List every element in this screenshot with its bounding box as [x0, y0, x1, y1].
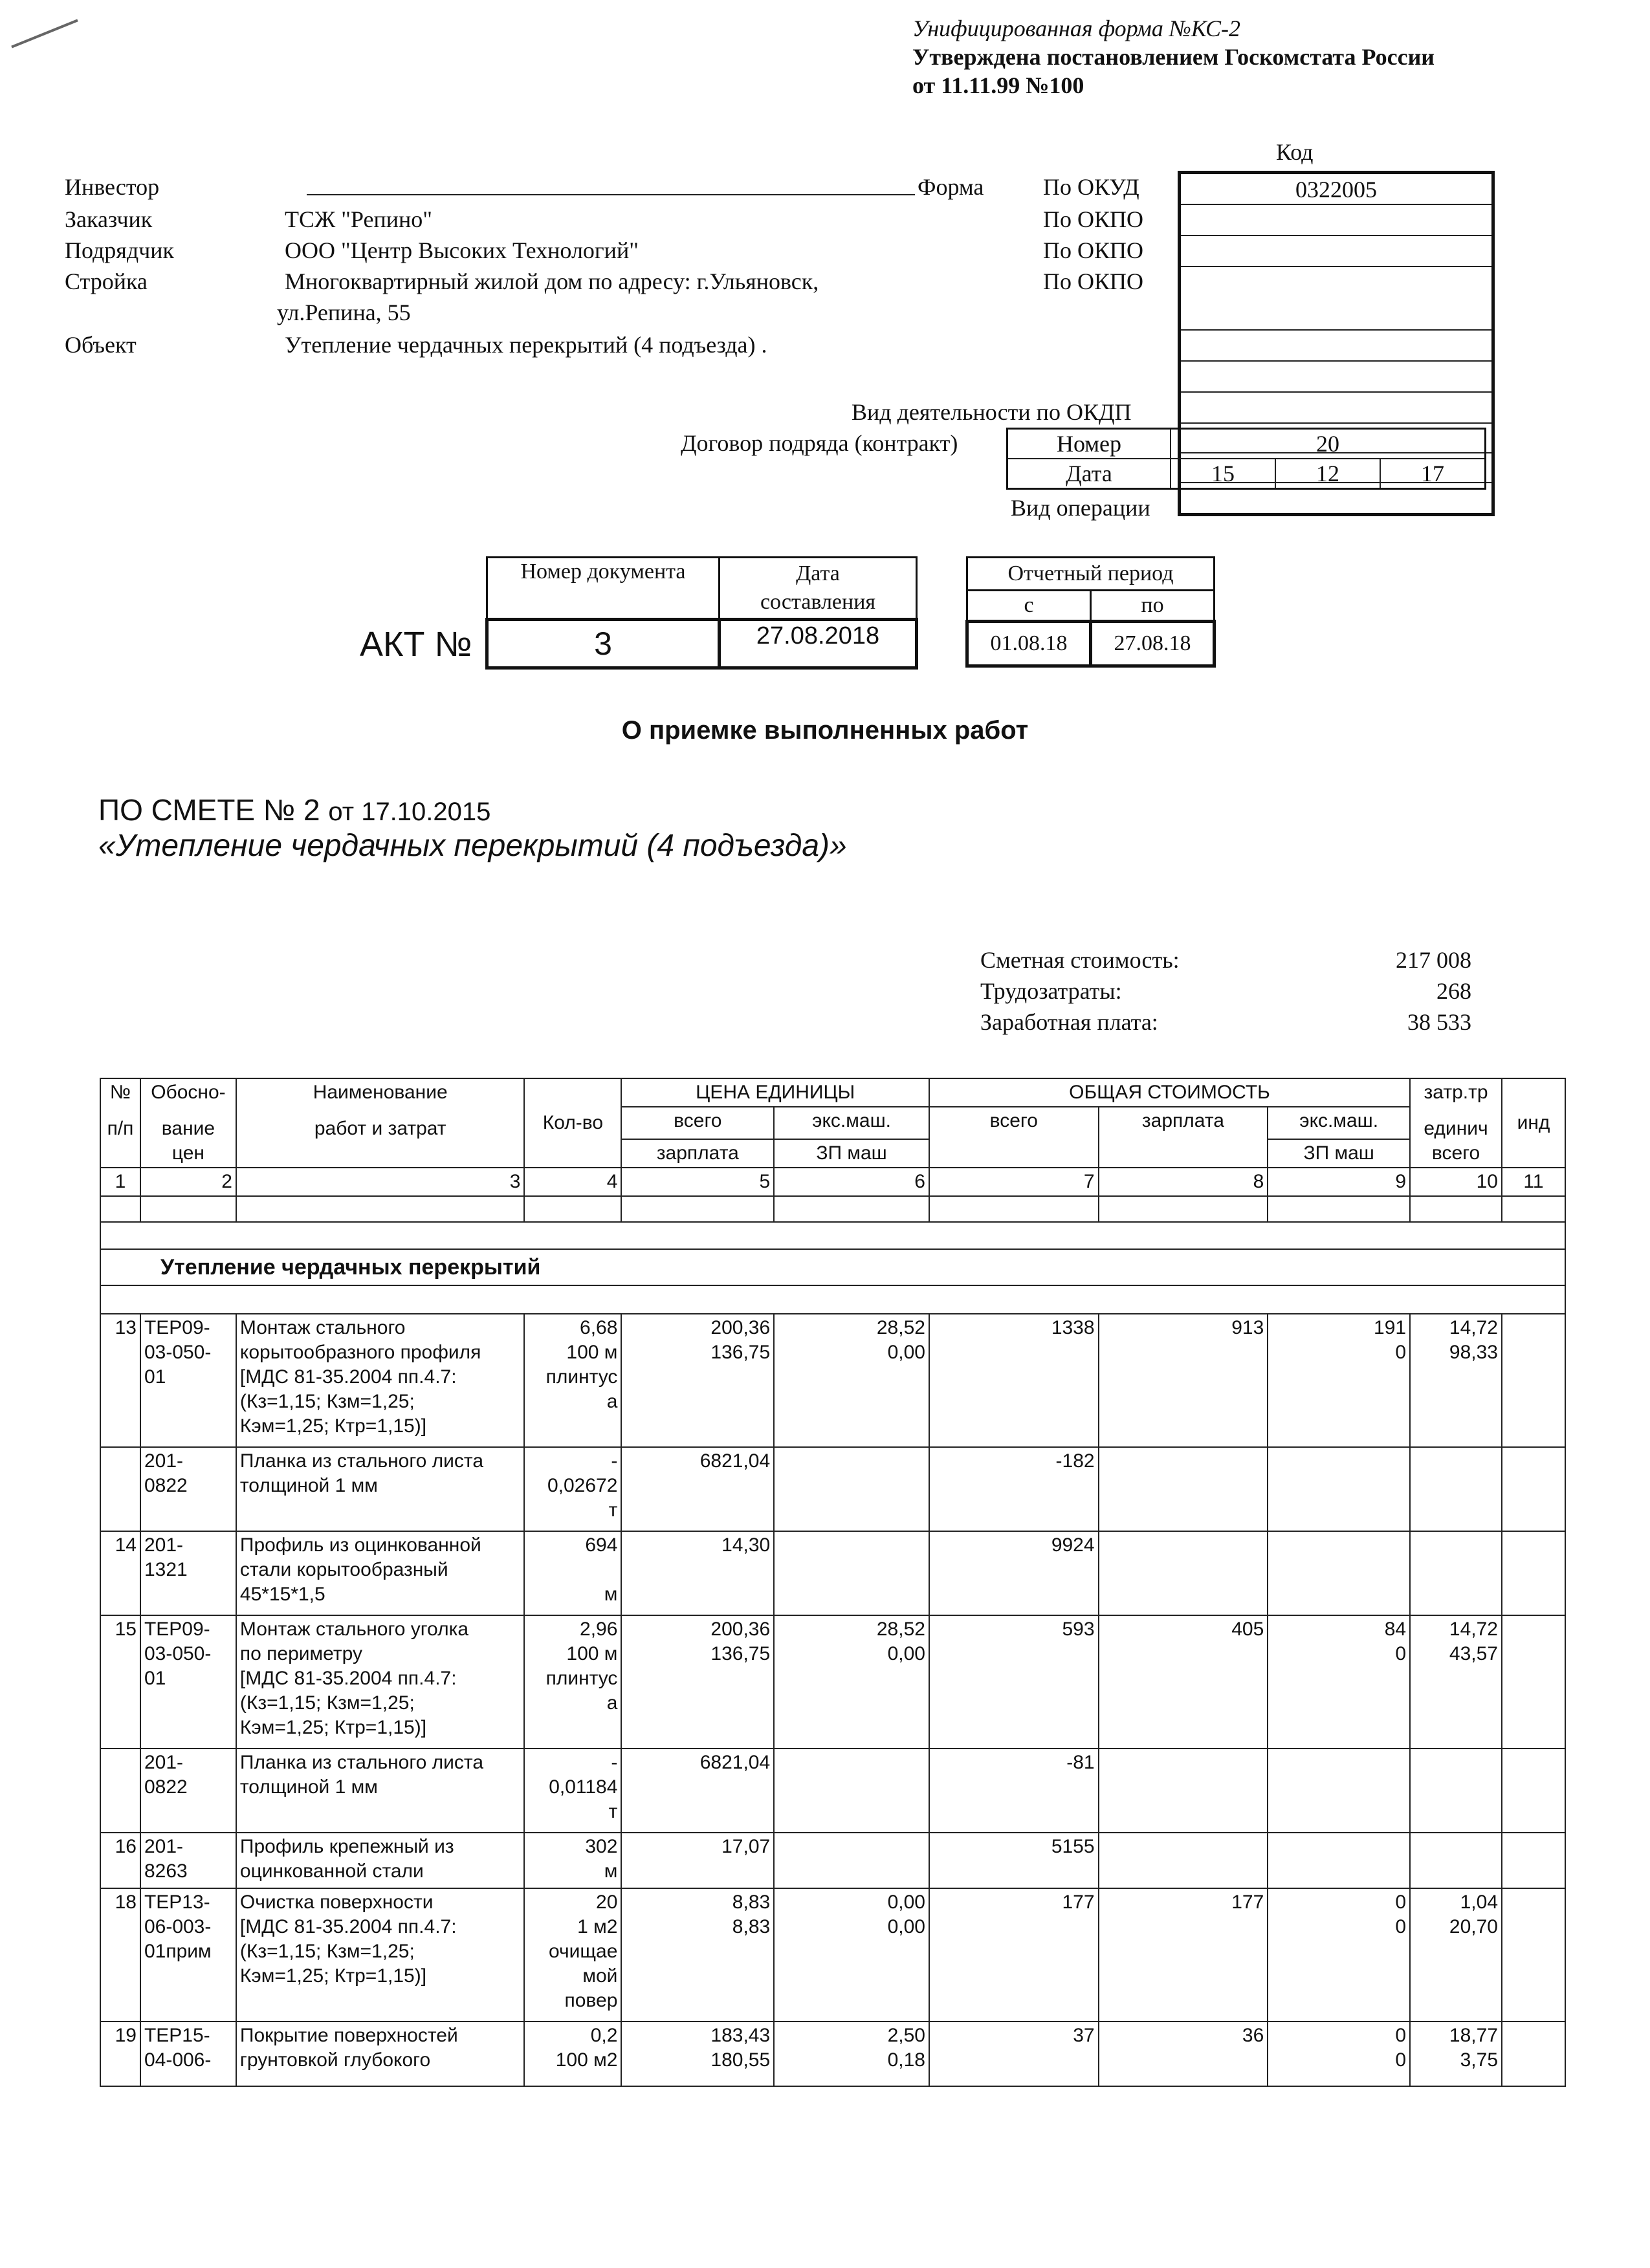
cell-qty: 694 м	[524, 1531, 621, 1615]
approved-line-1: Утверждена постановлением Госкомстата России	[912, 44, 1435, 70]
column-number: 5	[621, 1168, 774, 1196]
doc-number-table	[485, 556, 918, 670]
cell-labor	[1410, 1833, 1502, 1888]
cell-no: 16	[100, 1833, 140, 1888]
h-mach2: экс.маш.	[1268, 1107, 1410, 1139]
cell-labor	[1410, 1531, 1502, 1615]
investor-label: Инвестор	[65, 174, 160, 200]
contract-label: Договор подряда (контракт)	[681, 430, 958, 456]
cell-p-total: 6821,04	[621, 1447, 774, 1531]
cell-no: 18	[100, 1888, 140, 2022]
column-number: 10	[1410, 1168, 1502, 1196]
wage-label: Заработная плата:	[980, 1009, 1158, 1035]
contract-table	[1006, 428, 1486, 490]
akt-label: АКТ №	[360, 625, 472, 664]
forma-label: Форма	[918, 174, 984, 200]
h-qty: Кол-во	[524, 1078, 621, 1168]
cell-name: Монтаж стального корытообразного профиля [МДС 81-35.2004 пп.4.7: (Кз=1,15; Кзм=1,25; Кэм=1,25; Ктр=1,15)]	[236, 1314, 525, 1447]
h-total2: всего	[929, 1107, 1099, 1168]
cell-name: Планка из стального листа толщиной 1 мм	[236, 1447, 525, 1531]
h-mach-wage: ЗП маш	[774, 1139, 929, 1168]
cell-t-wage	[1099, 1447, 1268, 1531]
spacer-row-2	[100, 1285, 1565, 1314]
labor-label: Трудозатраты:	[980, 978, 1122, 1004]
cell-t-wage: 36	[1099, 2022, 1268, 2086]
okud-label: По ОКУД	[1043, 174, 1139, 200]
form-name: Унифицированная форма №КС-2	[912, 16, 1241, 41]
cell-labor: 14,72 43,57	[1410, 1615, 1502, 1749]
code-blank-2	[1181, 362, 1491, 393]
cell-p-mach	[774, 1833, 929, 1888]
h-labor	[1410, 1078, 1502, 1168]
estimate-label: Сметная стоимость:	[980, 947, 1180, 973]
cell-name: Планка из стального листа толщиной 1 мм	[236, 1749, 525, 1833]
site-label: Стройка	[65, 268, 148, 294]
okpo3-label: По ОКПО	[1043, 268, 1144, 294]
cell-p-mach: 0,00 0,00	[774, 1888, 929, 2022]
column-number: 1	[100, 1168, 140, 1196]
date-month: 12	[1275, 459, 1380, 489]
h-basis-1: Обосно-	[151, 1082, 226, 1103]
smeta-name: «Утепление чердачных перекрытий (4 подъезда)»	[98, 829, 847, 863]
pen-mark	[11, 19, 78, 49]
operation-label: Вид операции	[1011, 495, 1150, 521]
column-number: 4	[524, 1168, 621, 1196]
cell-code: 201- 8263	[140, 1833, 236, 1888]
cell-name: Очистка поверхности [МДС 81-35.2004 пп.4.7: (Кз=1,15; Кзм=1,25; Кэм=1,25; Ктр=1,15)]	[236, 1888, 525, 2022]
cell-t-mach: 0 0	[1268, 1888, 1410, 2022]
smeta-date: от 17.10.2015	[328, 798, 491, 826]
okdp-label: Вид деятельности по ОКДП	[852, 399, 1132, 425]
table-row	[100, 1615, 1565, 1749]
number-value: 20	[1171, 429, 1486, 459]
cell-p-mach	[774, 1749, 929, 1833]
doc-number-header: Номер документа	[487, 558, 720, 620]
h-basis	[140, 1078, 236, 1168]
h-name-2: работ и затрат	[314, 1118, 446, 1139]
cell-name: Профиль крепежный из оцинкованной стали	[236, 1833, 525, 1888]
okpo2-label: По ОКПО	[1043, 237, 1144, 263]
column-number: 7	[929, 1168, 1099, 1196]
column-number: 6	[774, 1168, 929, 1196]
h-labor-1: затр.тр	[1424, 1082, 1488, 1103]
cell-ind	[1502, 1615, 1565, 1749]
okud-value: 0322005	[1181, 174, 1491, 205]
table-row	[100, 1833, 1565, 1888]
doc-number: 3	[487, 620, 720, 668]
h-no-2: п/п	[107, 1118, 134, 1139]
h-no-1: №	[109, 1082, 131, 1103]
cell-ind	[1502, 2022, 1565, 2086]
h-basis-2: вание	[161, 1118, 215, 1139]
table-row	[100, 1888, 1565, 2022]
cell-t-total: 9924	[929, 1531, 1099, 1615]
h-wage: зарплата	[621, 1139, 774, 1168]
date-day: 15	[1171, 459, 1275, 489]
cell-p-mach: 28,52 0,00	[774, 1314, 929, 1447]
cell-p-total: 6821,04	[621, 1749, 774, 1833]
cell-no: 15	[100, 1615, 140, 1749]
cell-p-total: 183,43 180,55	[621, 2022, 774, 2086]
blank-row	[100, 1196, 1565, 1222]
spacer-row	[100, 1222, 1565, 1249]
works-table	[100, 1078, 1566, 2087]
customer-label: Заказчик	[65, 206, 153, 232]
cell-qty: 0,2 100 м2	[524, 2022, 621, 2086]
cell-ind	[1502, 1749, 1565, 1833]
cell-qty: - 0,02672 т	[524, 1447, 621, 1531]
column-number: 9	[1268, 1168, 1410, 1196]
date-year: 17	[1380, 459, 1486, 489]
smeta-line	[98, 792, 490, 827]
h-total: всего	[621, 1107, 774, 1139]
section-title: Утепление чердачных перекрытий	[100, 1249, 1565, 1285]
cell-p-mach	[774, 1447, 929, 1531]
cell-t-mach	[1268, 1531, 1410, 1615]
site-value-1: Многоквартирный жилой дом по адресу: г.Ульяновск,	[285, 268, 819, 294]
cell-p-total: 14,30	[621, 1531, 774, 1615]
cell-t-total: 593	[929, 1615, 1099, 1749]
column-number: 3	[236, 1168, 525, 1196]
okdp-value	[1181, 393, 1491, 424]
cell-labor: 18,77 3,75	[1410, 2022, 1502, 2086]
table-row	[100, 1531, 1565, 1615]
cell-name: Покрытие поверхностей грунтовкой глубокого	[236, 2022, 525, 2086]
cell-p-total: 200,36 136,75	[621, 1615, 774, 1749]
cell-t-total: 37	[929, 2022, 1099, 2086]
h-no	[100, 1078, 140, 1168]
cell-ind	[1502, 1531, 1565, 1615]
cell-t-wage	[1099, 1531, 1268, 1615]
object-value: Утепление чердачных перекрытий (4 подъезда) .	[285, 332, 767, 358]
cell-t-wage: 913	[1099, 1314, 1268, 1447]
period-header: Отчетный период	[967, 558, 1215, 591]
cell-t-mach	[1268, 1447, 1410, 1531]
contractor-value: ООО "Центр Высоких Технологий"	[285, 237, 639, 263]
cell-p-total: 8,83 8,83	[621, 1888, 774, 2022]
cell-t-mach	[1268, 1749, 1410, 1833]
cell-t-wage: 405	[1099, 1615, 1268, 1749]
cost-values	[1339, 944, 1471, 1038]
h-labor-3: всего	[1431, 1142, 1480, 1164]
section-row	[100, 1249, 1565, 1285]
h-mach-wage2: ЗП маш	[1268, 1139, 1410, 1168]
cost-labels	[980, 944, 1180, 1038]
date-label: Дата	[1007, 459, 1171, 489]
table-row	[100, 1447, 1565, 1531]
form-stamp	[912, 14, 1435, 100]
cell-t-total: 5155	[929, 1833, 1099, 1888]
cell-qty: 2,96 100 м плинтус а	[524, 1615, 621, 1749]
approved-line-2: от 11.11.99 №100	[912, 72, 1084, 98]
cell-p-total: 17,07	[621, 1833, 774, 1888]
cell-no	[100, 1447, 140, 1531]
cell-labor: 1,04 20,70	[1410, 1888, 1502, 2022]
cell-code: ТЕР09- 03-050- 01	[140, 1615, 236, 1749]
works-rows	[100, 1314, 1565, 2086]
estimate-value: 217 008	[1396, 947, 1471, 973]
h-labor-2: единич	[1424, 1118, 1488, 1139]
cell-code: 201- 1321	[140, 1531, 236, 1615]
h-name	[236, 1078, 525, 1168]
cell-p-mach: 2,50 0,18	[774, 2022, 929, 2086]
cell-t-mach	[1268, 1833, 1410, 1888]
period-table	[965, 556, 1216, 668]
okpo1-label: По ОКПО	[1043, 206, 1144, 232]
h-mach: экс.маш.	[774, 1107, 929, 1139]
wage-value: 38 533	[1407, 1009, 1471, 1035]
cell-t-mach: 0 0	[1268, 2022, 1410, 2086]
cell-code: 201- 0822	[140, 1749, 236, 1833]
h-ind: инд	[1502, 1078, 1565, 1168]
code-blank-1	[1181, 331, 1491, 362]
cell-code: ТЕР09- 03-050- 01	[140, 1314, 236, 1447]
code-label: Код	[1276, 139, 1314, 165]
number-label: Номер	[1007, 429, 1171, 459]
cell-p-mach: 28,52 0,00	[774, 1615, 929, 1749]
cell-p-total: 200,36 136,75	[621, 1314, 774, 1447]
site-value-2: ул.Репина, 55	[277, 300, 411, 325]
cell-name: Профиль из оцинкованной стали корытообразный 45*15*1,5	[236, 1531, 525, 1615]
cell-t-wage	[1099, 1833, 1268, 1888]
cell-t-total: 177	[929, 1888, 1099, 2022]
smeta-prefix: ПО СМЕТЕ № 2	[98, 793, 320, 827]
period-to: 27.08.18	[1091, 622, 1215, 666]
table-row	[100, 2022, 1565, 2086]
investor-line	[307, 194, 915, 195]
period-from: 01.08.18	[967, 622, 1091, 666]
period-from-label: с	[967, 591, 1091, 622]
cell-code: 201- 0822	[140, 1447, 236, 1531]
cell-code: ТЕР15- 04-006-	[140, 2022, 236, 2086]
cell-t-total: -182	[929, 1447, 1099, 1531]
cell-labor: 14,72 98,33	[1410, 1314, 1502, 1447]
cell-no: 13	[100, 1314, 140, 1447]
cell-t-mach: 191 0	[1268, 1314, 1410, 1447]
okpo2-value	[1181, 236, 1491, 267]
contractor-label: Подрядчик	[65, 237, 175, 263]
column-numbers-row	[100, 1168, 1565, 1196]
cell-p-mach	[774, 1531, 929, 1615]
cell-qty: 20 1 м2 очищае мой повер	[524, 1888, 621, 2022]
cell-t-wage	[1099, 1749, 1268, 1833]
okpo1-value	[1181, 205, 1491, 236]
h-unit-price: ЦЕНА ЕДИНИЦЫ	[621, 1078, 929, 1107]
table-row	[100, 1749, 1565, 1833]
cell-t-mach: 84 0	[1268, 1615, 1410, 1749]
customer-value: ТСЖ "Репино"	[285, 206, 432, 232]
cell-no	[100, 1749, 140, 1833]
cell-labor	[1410, 1447, 1502, 1531]
cell-t-wage: 177	[1099, 1888, 1268, 2022]
object-label: Объект	[65, 332, 137, 358]
column-number: 8	[1099, 1168, 1268, 1196]
doc-date-header-1: Дата	[796, 562, 840, 585]
doc-date-header-2: составления	[760, 590, 876, 614]
cell-ind	[1502, 1888, 1565, 2022]
cell-name: Монтаж стального уголка по периметру [МДС 81-35.2004 пп.4.7: (Кз=1,15; Кзм=1,25; Кэм=1,25; Ктр=1,15)]	[236, 1615, 525, 1749]
doc-date-header	[720, 558, 917, 620]
h-total-cost: ОБЩАЯ СТОИМОСТЬ	[929, 1078, 1410, 1107]
cell-qty: - 0,01184 т	[524, 1749, 621, 1833]
column-number: 11	[1502, 1168, 1565, 1196]
cell-no: 19	[100, 2022, 140, 2086]
cell-ind	[1502, 1447, 1565, 1531]
document-title: О приемке выполненных работ	[621, 716, 1029, 745]
header-row-1	[100, 1078, 1565, 1107]
cell-t-total: 1338	[929, 1314, 1099, 1447]
labor-value: 268	[1436, 978, 1471, 1004]
cell-no: 14	[100, 1531, 140, 1615]
cell-qty: 302 м	[524, 1833, 621, 1888]
cell-ind	[1502, 1833, 1565, 1888]
h-basis-3: цен	[171, 1142, 204, 1164]
cell-qty: 6,68 100 м плинтус а	[524, 1314, 621, 1447]
cell-t-total: -81	[929, 1749, 1099, 1833]
h-name-1: Наименование	[313, 1082, 448, 1103]
column-number: 2	[140, 1168, 236, 1196]
cell-code: ТЕР13- 06-003- 01прим	[140, 1888, 236, 2022]
period-to-label: по	[1091, 591, 1215, 622]
table-row	[100, 1314, 1565, 1447]
h-wage2: зарплата	[1099, 1107, 1268, 1168]
doc-date: 27.08.2018	[720, 620, 917, 668]
cell-ind	[1502, 1314, 1565, 1447]
okpo3-value	[1181, 267, 1491, 331]
cell-labor	[1410, 1749, 1502, 1833]
